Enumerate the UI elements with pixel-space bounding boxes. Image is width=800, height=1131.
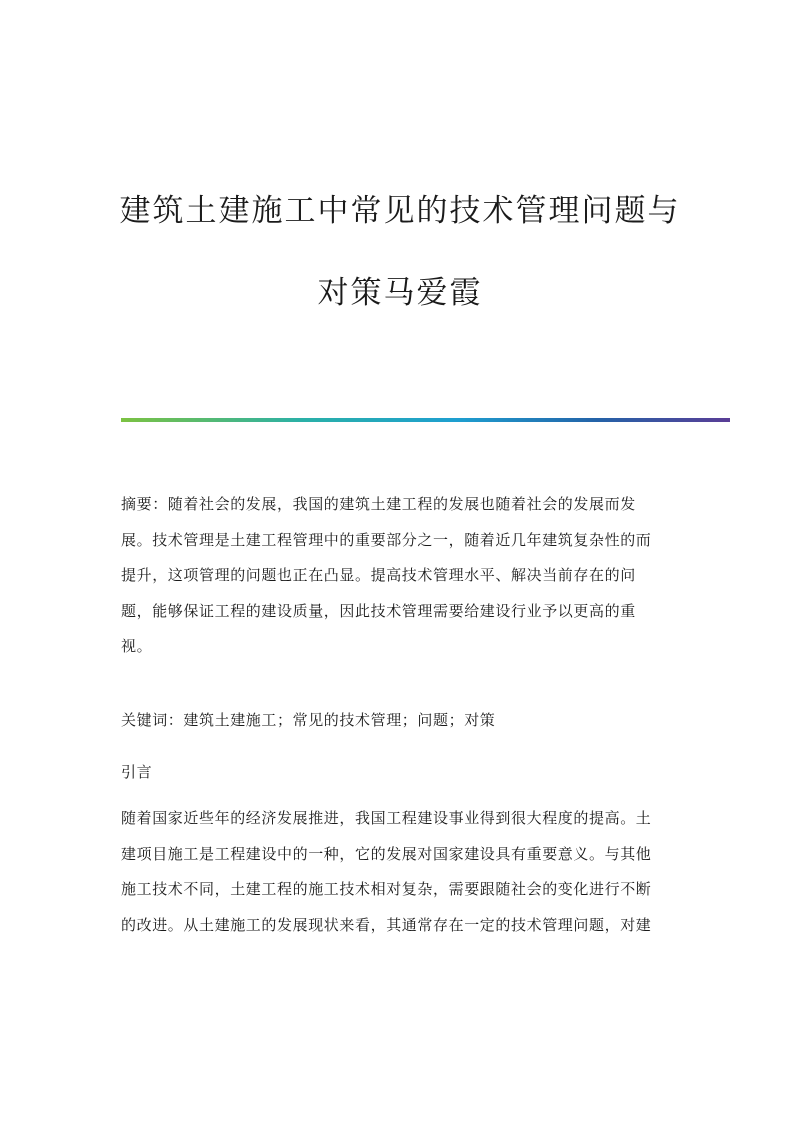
- abstract-paragraph: 摘要：随着社会的发展，我国的建筑土建工程的发展也随着社会的发展而发展。技术管理是土建工程管理中的重要部分之一，随着近几年建筑复杂性的而提升，这项管理的问题也正在凸显。提高技术管理水平、解决当前存在的问题，能够保证工程的建设质量，因此技术管理需要给建设行业予以更高的重视。: [121, 495, 652, 655]
- section-heading-intro: 引言: [121, 763, 153, 781]
- intro-paragraph: 随着国家近些年的经济发展推进，我国工程建设事业得到很大程度的提高。土建项目施工是工程建设中的一种，它的发展对国家建设具有重要意义。与其他施工技术不同，土建工程的施工技术相对复杂，需要跟随社会的变化进行不断的改进。从土建施工的发展现状来看，其通常存在一定的技术管理问题，对建: [121, 809, 652, 934]
- page-title-line-1: 建筑土建施工中常见的技术管理问题与: [119, 193, 681, 229]
- keywords-line: 关键词：建筑土建施工；常见的技术管理；问题；对策: [121, 711, 496, 729]
- gradient-divider: [121, 418, 730, 422]
- page-title-line-2: 对策马爱霞: [317, 275, 483, 311]
